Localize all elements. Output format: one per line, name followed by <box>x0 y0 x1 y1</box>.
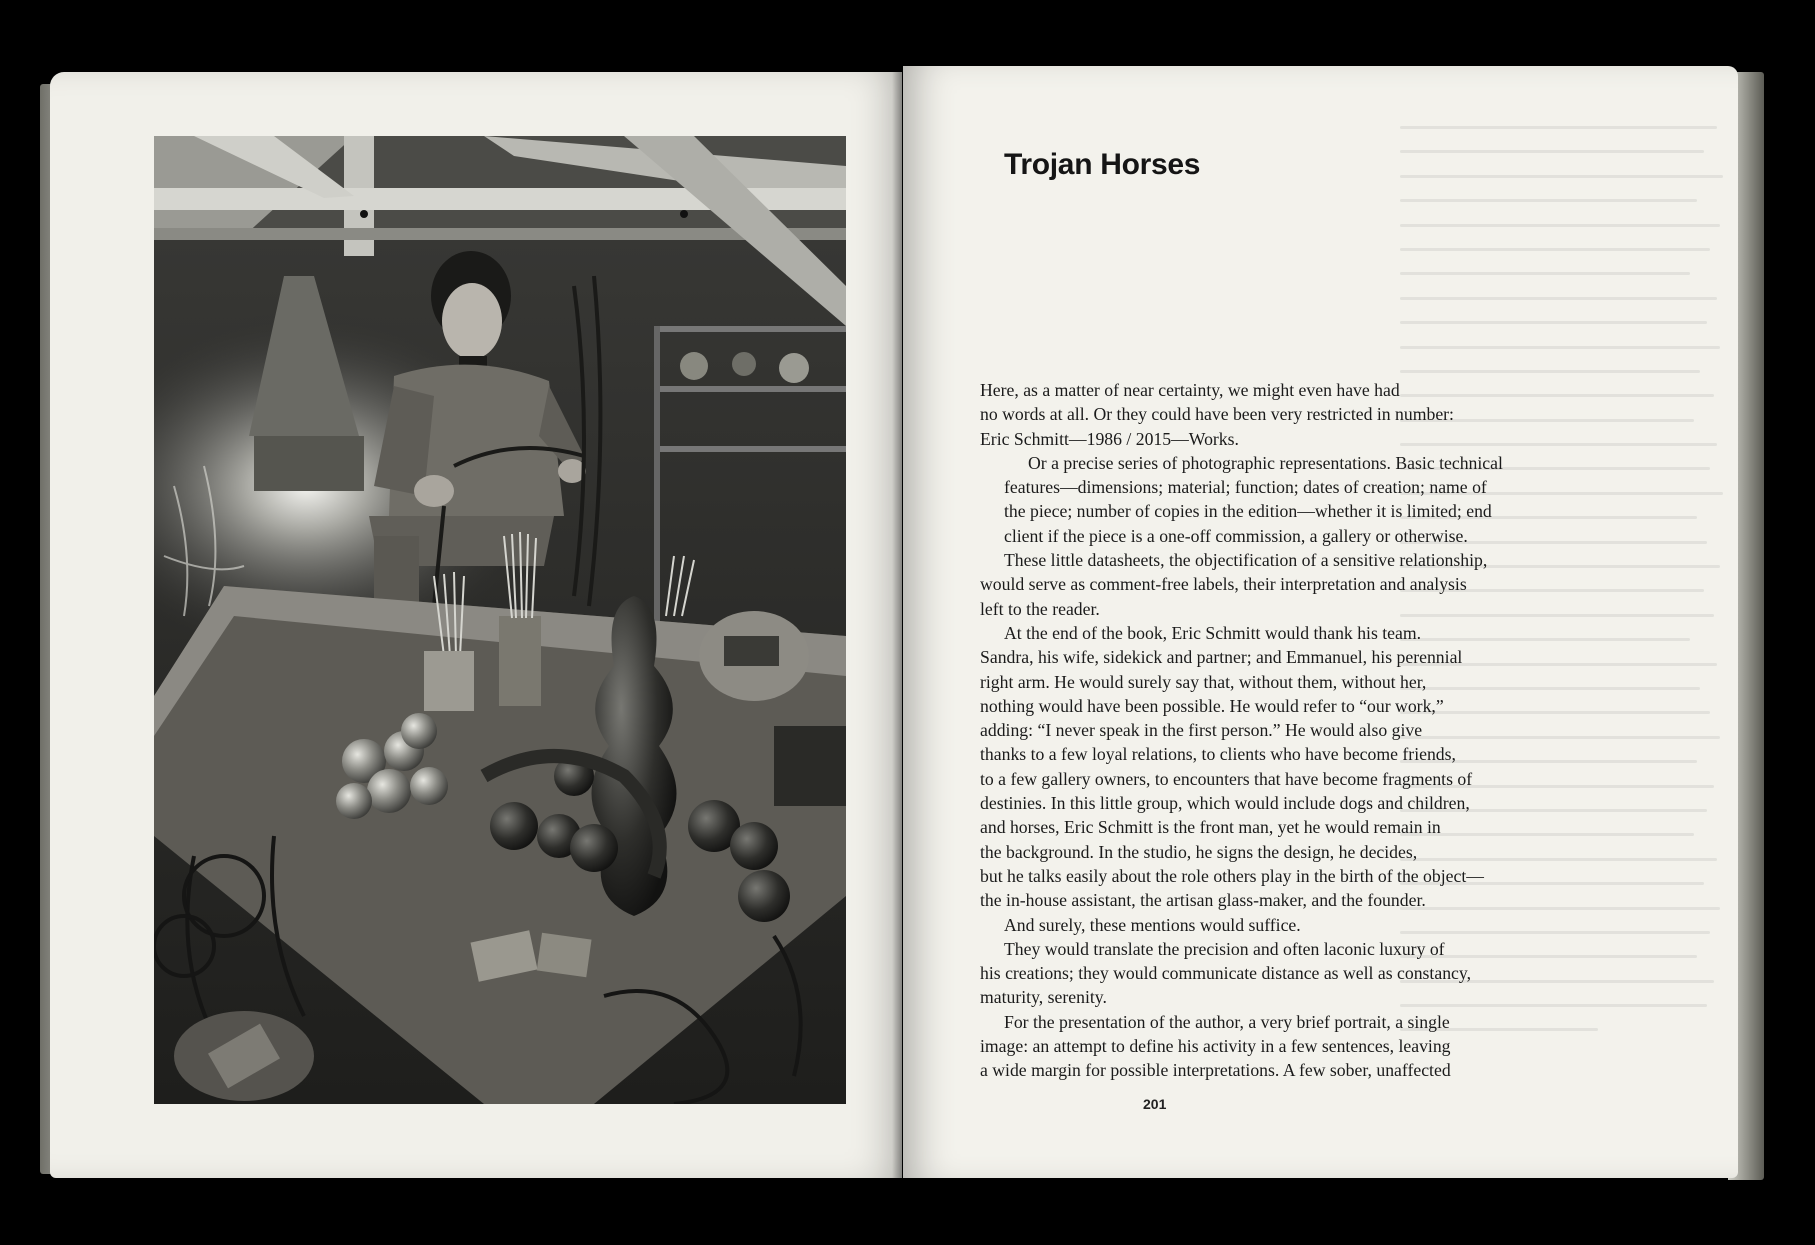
page-number: 201 <box>1143 1096 1167 1112</box>
text-line: maturity, serenity. <box>980 987 1107 1008</box>
text-line: left to the reader. <box>980 598 1100 619</box>
text-line: nothing would have been possible. He would refer to “our work,” <box>980 695 1444 716</box>
text-line: the in-house assistant, the artisan glass-maker, and the founder. <box>980 890 1426 911</box>
text-line: And surely, these mentions would suffice. <box>1004 914 1301 935</box>
text-line: to a few gallery owners, to encounters that have become fragments of <box>980 768 1473 789</box>
paragraph <box>980 1010 1570 1083</box>
text-line: features—dimensions; material; function; dates of creation; name of <box>1004 477 1487 498</box>
text-line: but he talks easily about the role others play in the birth of the object— <box>980 865 1484 886</box>
text-line: image: an attempt to define his activity in a few sentences, leaving <box>980 1036 1451 1057</box>
paragraph <box>980 548 1570 621</box>
text-line: For the presentation of the author, a very brief portrait, a single <box>1004 1011 1450 1032</box>
text-line: adding: “I never speak in the first person.” He would also give <box>980 720 1423 741</box>
paragraph <box>980 451 1570 548</box>
text-line: Sandra, his wife, sidekick and partner; and Emmanuel, his perennial <box>980 647 1463 668</box>
text-line: These little datasheets, the objectification of a sensitive relationship, <box>1004 550 1488 571</box>
text-line: a wide margin for possible interpretations. A few sober, unaffected <box>980 1060 1451 1081</box>
text-line: would serve as comment-free labels, their interpretation and analysis <box>980 574 1467 595</box>
paragraph <box>980 913 1570 937</box>
paragraph <box>980 937 1570 1010</box>
body-text <box>980 378 1570 1083</box>
text-line: the piece; number of copies in the edition—whether it is limited; end <box>1004 501 1492 522</box>
text-line: Here, as a matter of near certainty, we might even have had <box>980 380 1400 400</box>
text-line: and horses, Eric Schmitt is the front man, yet he would remain in <box>980 817 1441 838</box>
text-line: Eric Schmitt—1986 / 2015—Works. <box>980 428 1239 449</box>
text-line: his creations; they would communicate distance as well as constancy, <box>980 963 1472 984</box>
text-line: thanks to a few loyal relations, to clients who have become friends, <box>980 744 1456 765</box>
text-line: They would translate the precision and often laconic luxury of <box>1004 938 1445 959</box>
text-line: client if the piece is a one-off commission, a gallery or otherwise. <box>1004 525 1468 546</box>
text-line: right arm. He would surely say that, without them, without her, <box>980 671 1427 692</box>
text-line: At the end of the book, Eric Schmitt would thank his team. <box>1004 622 1422 643</box>
text-line: the background. In the studio, he signs the design, he decides, <box>980 841 1418 862</box>
text-line: no words at all. Or they could have been very restricted in number: <box>980 404 1454 425</box>
paragraph <box>980 621 1570 913</box>
chapter-title: Trojan Horses <box>1004 148 1201 181</box>
text-line: Or a precise series of photographic representations. Basic technical <box>1028 452 1503 473</box>
paragraph <box>980 378 1570 451</box>
text-line: destinies. In this little group, which would include dogs and children, <box>980 793 1470 814</box>
workshop-photograph <box>154 136 846 1104</box>
